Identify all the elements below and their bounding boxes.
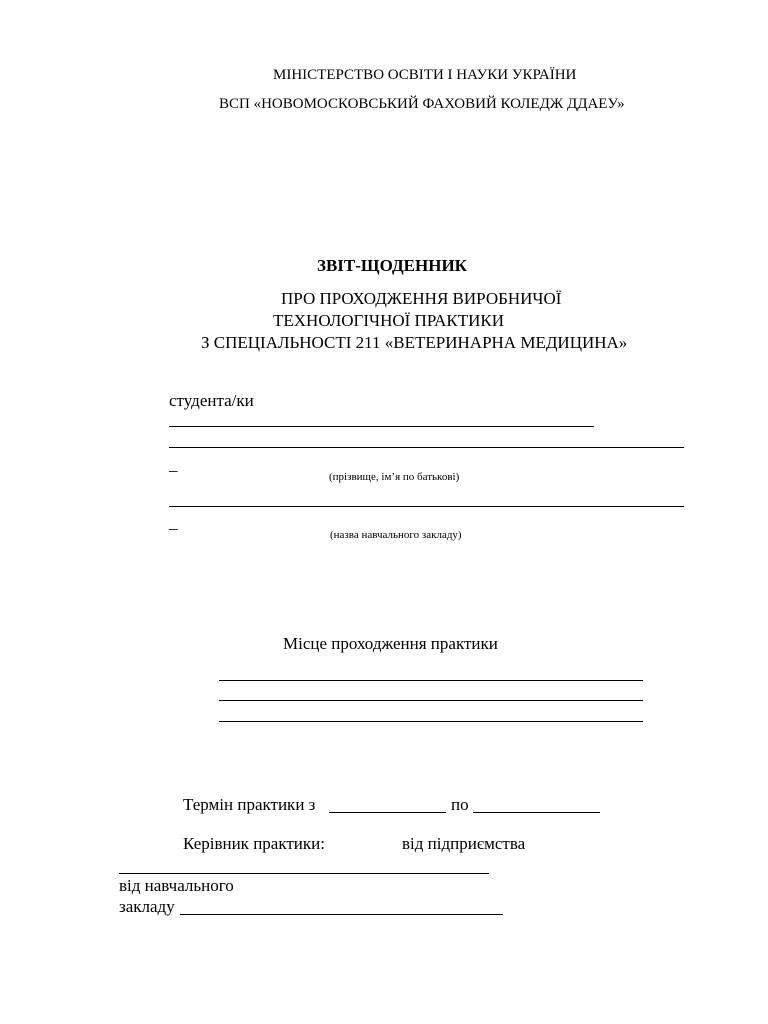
place-line-2[interactable] bbox=[219, 700, 643, 701]
student-line-1[interactable] bbox=[169, 426, 594, 427]
enterprise-label: від підприємства bbox=[402, 834, 526, 853]
ministry-heading: МІНІСТЕРСТВО ОСВІТИ І НАУКИ УКРАЇНИ bbox=[273, 67, 577, 83]
school-caption: (назва навчального закладу) bbox=[330, 529, 462, 541]
school-name-line[interactable] bbox=[169, 506, 684, 507]
place-label: Місце проходження практики bbox=[283, 634, 498, 653]
student-name-line[interactable] bbox=[169, 447, 684, 448]
title-line-2: ТЕХНОЛОГІЧНОЇ ПРАКТИКИ bbox=[273, 311, 505, 330]
title-line-1: ПРО ПРОХОДЖЕННЯ ВИРОБНИЧОЇ bbox=[281, 289, 562, 308]
term-label: Термін практики з bbox=[183, 795, 316, 814]
place-line-1[interactable] bbox=[219, 680, 643, 681]
term-start-line[interactable] bbox=[329, 812, 446, 813]
term-end-line[interactable] bbox=[473, 812, 600, 813]
student-name-dash: _ bbox=[169, 455, 178, 474]
school-supervisor-label-2: закладу bbox=[119, 897, 175, 916]
school-name-dash: _ bbox=[169, 513, 178, 532]
document-title: ЗВІТ-ЩОДЕННИК bbox=[317, 256, 468, 275]
name-caption: (прізвище, ім’я по батькові) bbox=[329, 471, 460, 483]
supervisor-label: Керівник практики: bbox=[183, 834, 325, 853]
title-line-3: З СПЕЦІАЛЬНОСТІ 211 «ВЕТЕРИНАРНА МЕДИЦИНА» bbox=[201, 333, 628, 352]
place-line-3[interactable] bbox=[219, 721, 643, 722]
school-supervisor-line[interactable] bbox=[180, 914, 503, 915]
term-to-label: по bbox=[451, 795, 469, 814]
college-heading: ВСП «НОВОМОСКОВСЬКИЙ ФАХОВИЙ КОЛЕДЖ ДДАЕУ» bbox=[219, 96, 625, 112]
student-label: студента/ки bbox=[169, 391, 254, 410]
enterprise-supervisor-line[interactable] bbox=[119, 873, 489, 874]
school-supervisor-label-1: від навчального bbox=[119, 876, 234, 895]
